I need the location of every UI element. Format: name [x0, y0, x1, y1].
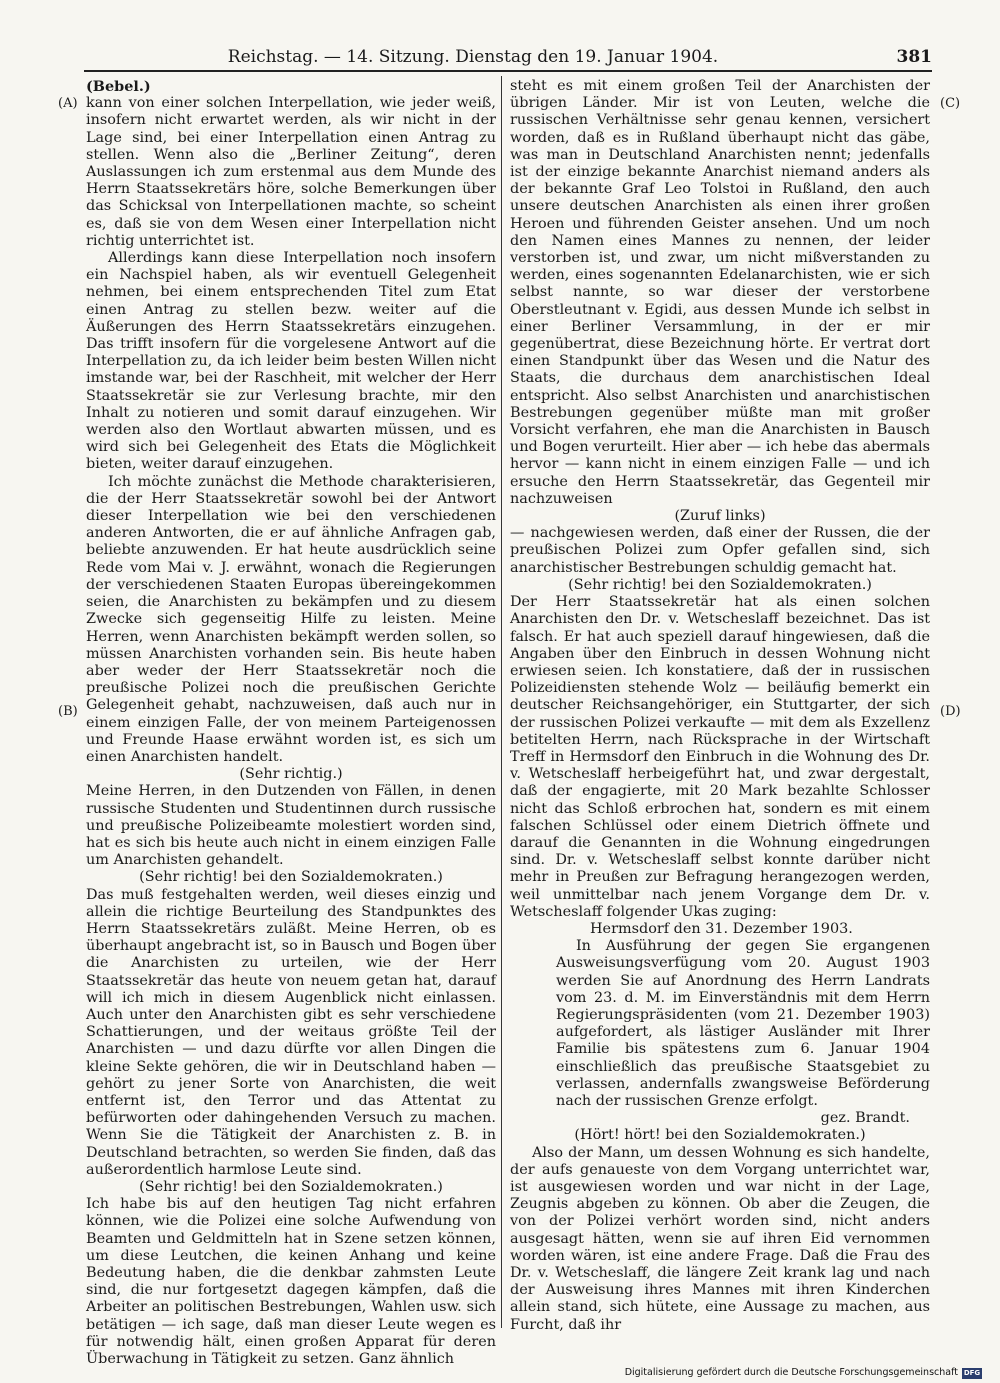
quote-date: Hermsdorf den 31. Dezember 1903. — [590, 920, 853, 937]
column-divider — [501, 76, 502, 1328]
paragraph: Also der Mann, um dessen Wohnung es sich handelte, der aufs genaueste von dem Vorgang unterrichtet war, ist ausgewiesen worden und war nicht in der Lage, Zeugnis abgeben zu können. Ob aber die Zeugen, die von der Polizei verhört worden sind, nicht anders ausgesagt hätten, wenn sie auf ihren Eid vernommen worden wären, ist eine andere Frage. Daß die Frau des Dr. v. Wetscheslaff, die längere Zeit krank lag und nach der Ausweisung ihres Mannes mit ihren Kinderchen allein stand, sich hütete, eine Aussage zu machen, aus Furcht, daß ihr — [510, 1144, 930, 1333]
quoted-order: In Ausführung der gegen Sie ergangenen Ausweisungsverfügung vom 20. August 1903 werden Sie auf Anordnung des Herrn Landrats vom 23. d. M. im Einverständnis mit dem Herrn Regierungspräsidenten (vom 21. Dezember 1903) aufgefordert, als lästiger Ausländer mit Ihrer Familie bis spätestens zum 6. Januar 1904 einschließlich das preußische Staatsgebiet zu verlassen, andernfalls zwangsweise Beförderung nach der russischen Grenze erfolgt. — [556, 938, 930, 1109]
paragraph: Das muß festgehalten werden, weil dieses einzig und allein die richtige Beurteilung des Standpunktes des Herrn Staatssekretärs zuläßt. Meine Herren, ob es überhaupt angebracht ist, so in Bausch und Bogen über die Anarchisten zu urteilen, wie der Herr Staatssekretär das heute von neuem getan hat, darauf will ich mich in diesem Augenblick nicht einlassen. Auch unter den Anarchisten gibt es sehr verschiedene Schattierungen, und der weitaus größte Teil der Anarchisten — und dazu dürfte vor allen Dingen die kleine Sekte gehören, die wir in Deutschland haben — gehört zu jener Sorte von Anarchisten, die weit entfernt ist, den Terror und das Attentat zu befürworten oder dahingehenden Versuch zu machen. Wenn Sie die Tätigkeit der Anarchisten z. B. in Deutschland betrachten, so werden Sie finden, daß das außerordentlich harmlose Leute sind. — [86, 886, 496, 1178]
paragraph: — nachgewiesen werden, daß einer der Russen, die der preußischen Polizei zum Opfer gefallen sind, sich anarchistischer Bestrebungen schuldig gemacht hat. — [510, 525, 930, 576]
signature-line: gez. Brandt. — [820, 1110, 910, 1127]
paragraph: kann von einer solchen Interpellation, wie jeder weiß, insofern nicht erwartet werden, als wir nicht in der Lage sind, bei einer Interpellation einen Antrag zu stellen. Wenn also die „Berliner Zeitung“, deren Auslassungen ich zum erstenmal aus dem Munde des Herrn Staatssekretärs höre, solche Bemerkungen über das Schicksal von Interpellationen machte, so scheint es, daß sie von dem Wesen einer Interpellation nicht richtig unterrichtet ist. — [86, 95, 496, 249]
paragraph: Ich habe bis auf den heutigen Tag nicht erfahren können, wie die Polizei eine solche Aufwendung von Beamten und Geldmitteln hat in Szene setzen können, um diese Leutchen, die keinen Anhang und keine Bedeutung haben, die die denkbar zahmsten Leute sind, die nur fortgesetzt dagegen kämpfen, daß die Arbeiter an politischen Bestrebungen, Wahlen usw. sich betätigen — ich sage, daß man dieser Leute wegen es für notwendig hält, einen großen Apparat für deren Überwachung in Tätigkeit zu setzen. Ganz ähnlich — [86, 1196, 496, 1368]
margin-mark-d: (D) — [940, 704, 961, 719]
paragraph: steht es mit einem großen Teil der Anarchisten der übrigen Länder. Mir ist von Leuten, welche die russischen Verhältnisse sehr genau kennen, versichert worden, daß es in Rußland überhaupt nicht das gäbe, was man in Deutschland Anarchisten nennt; jedenfalls ist der einzige bekannte Anarchist niemand anders als der bekannte Graf Leo Tolstoi in Rußland, den auch unsere deutschen Anarchisten als einen ihrer großen Heroen und führenden Geister ansehen. Und um noch den Namen eines Mannes zu nennen, der leider verstorben ist, und zwar, um nicht mißverstanden zu werden, eines sogenannten Edelanarchisten, wie er sich selbst nannte, so war dieser der verstorbene Oberstleutnant v. Egidi, aus dessen Munde ich selbst in einer Berliner Versammlung, in der er mir gegenübertrat, diese Bezeichnung hörte. Er vertrat dort einen Standpunkt über das Wesen und die Natur des Staats, die durchaus dem anarchistischen Ideal entspricht. Also selbst Anarchisten und anarchistischen Bestrebungen gegenüber müßte man mit großer Vorsicht verfahren, ehe man die Anarchisten in Bausch und Bogen verurteilt. Hier aber — ich hebe das abermals hervor — kann nicht in einem einzigen Falle — und ich ersuche den Herrn Staatssekretär, das Gegenteil mir nachzuweisen — [510, 78, 930, 507]
paragraph: Ich möchte zunächst die Methode charakterisieren, die der Herr Staatssekretär sowohl bei der Antwort dieser Interpellation wie bei den verschiedenen anderen Antworten, die er auf ähnliche Anfragen gab, beliebte anzuwenden. Er hat heute ausdrücklich seine Rede vom Mai v. J. erwähnt, wonach die Regierungen der verschiedenen Staaten Europas übereingekommen seien, die Anarchisten zu bekämpfen und zu diesem Zwecke sich gegenseitig Hilfe zu leisten. Meine Herren, wenn Anarchisten bekämpft werden sollen, so müssen Anarchisten vorhanden sein. Bis heute haben aber weder der Herr Staatssekretär noch die preußische Polizei noch die preußischen Gerichte Gelegenheit gehabt, nachzuweisen, daß auch nur in einem einzigen Falle, der von meinem Parteigenossen und Freunde Haase erwähnt worden ist, es sich um einen Anarchisten handelt. — [86, 473, 496, 765]
right-column — [510, 78, 930, 1333]
footer-credit — [625, 1366, 982, 1380]
interjection: (Zuruf links) — [674, 508, 766, 525]
left-column — [86, 78, 496, 1368]
margin-mark-b: (B) — [58, 704, 78, 719]
speaker-name: (Bebel.) — [86, 78, 151, 95]
page-number: 381 — [896, 47, 932, 67]
paragraph: Allerdings kann diese Interpellation noch insofern ein Nachspiel haben, als wir eventuell Gelegenheit nehmen, bei einem entsprechenden Titel zum Etat einen Antrag zu stellen bezw. weiter auf die Äußerungen des Herrn Staatssekretärs einzugehen. Das trifft insofern für die vorgelesene Antwort auf die Interpellation zu, da ich leider beim besten Willen nicht imstande war, bei der Raschheit, mit welcher der Herr Staatssekretär sie zur Verlesung brachte, mir den Inhalt zu notieren und somit darauf einzugehen. Wir werden also den Wortlaut abwarten müssen, und es wird sich bei Gelegenheit des Etats die Möglichkeit bieten, weiter darauf einzugehen. — [86, 250, 496, 473]
dfg-logo-icon: DFG — [963, 1368, 981, 1377]
page-header — [84, 44, 932, 72]
header-title: Reichstag. — 14. Sitzung. Dienstag den 19. Januar 1904. — [227, 47, 719, 67]
footer-text: Digitalisierung gefördert durch die Deutsche Forschungsgemeinschaft — [624, 1367, 958, 1378]
margin-mark-c: (C) — [940, 96, 961, 111]
paragraph: Meine Herren, in den Dutzenden von Fällen, in denen russische Studenten und Studentinnen durch russische und preußische Polizeibeamte molestiert worden sind, hat es sich bis heute auch nicht in einem einzigen Falle um Anarchisten gehandelt. — [86, 783, 496, 869]
interjection: (Sehr richtig! bei den Sozialdemokraten.) — [139, 869, 443, 886]
margin-mark-a: (A) — [58, 96, 78, 111]
interjection: (Hört! hört! bei den Sozialdemokraten.) — [574, 1127, 866, 1144]
interjection: (Sehr richtig! bei den Sozialdemokraten.) — [568, 576, 872, 593]
interjection: (Sehr richtig! bei den Sozialdemokraten.) — [139, 1179, 443, 1195]
paragraph: Der Herr Staatssekretär hat als einen solchen Anarchisten den Dr. v. Wetscheslaff bezeichnet. Das ist falsch. Er hat auch speziell darauf hingewiesen, daß die Angaben über den Einbruch in dessen Wohnung nicht erwiesen seien. Ich konstatiere, daß der in russischen Polizeidiensten stehende Wolz — beiläufig bemerkt ein deutscher Reichsangehöriger, ein Stuttgarter, der sich der russischen Polizei verkaufte — mit dem als Exzellenz betitelten Herrn, nach Rücksprache in der Wirtschaft Treff in Hermsdorf den Einbruch in die Wohnung des Dr. v. Wetscheslaff herbeigeführt hat, und zwar dergestalt, daß der engagierte, mit 20 Mark bezahlte Schlosser nicht das Schloß erbrochen hat, sondern es mit einem falschen Schlüssel oder einem Dietrich öffnete und darauf die Genannten in die Wohnung eingedrungen sind. Dr. v. Wetscheslaff selbst konnte darüber nicht mehr in Preußen zur Befragung herangezogen werden, weil unmittelbar nach jenem Vorgange dem Dr. v. Wetscheslaff folgender Ukas zuging: — [510, 594, 930, 920]
interjection: (Sehr richtig.) — [239, 766, 343, 783]
